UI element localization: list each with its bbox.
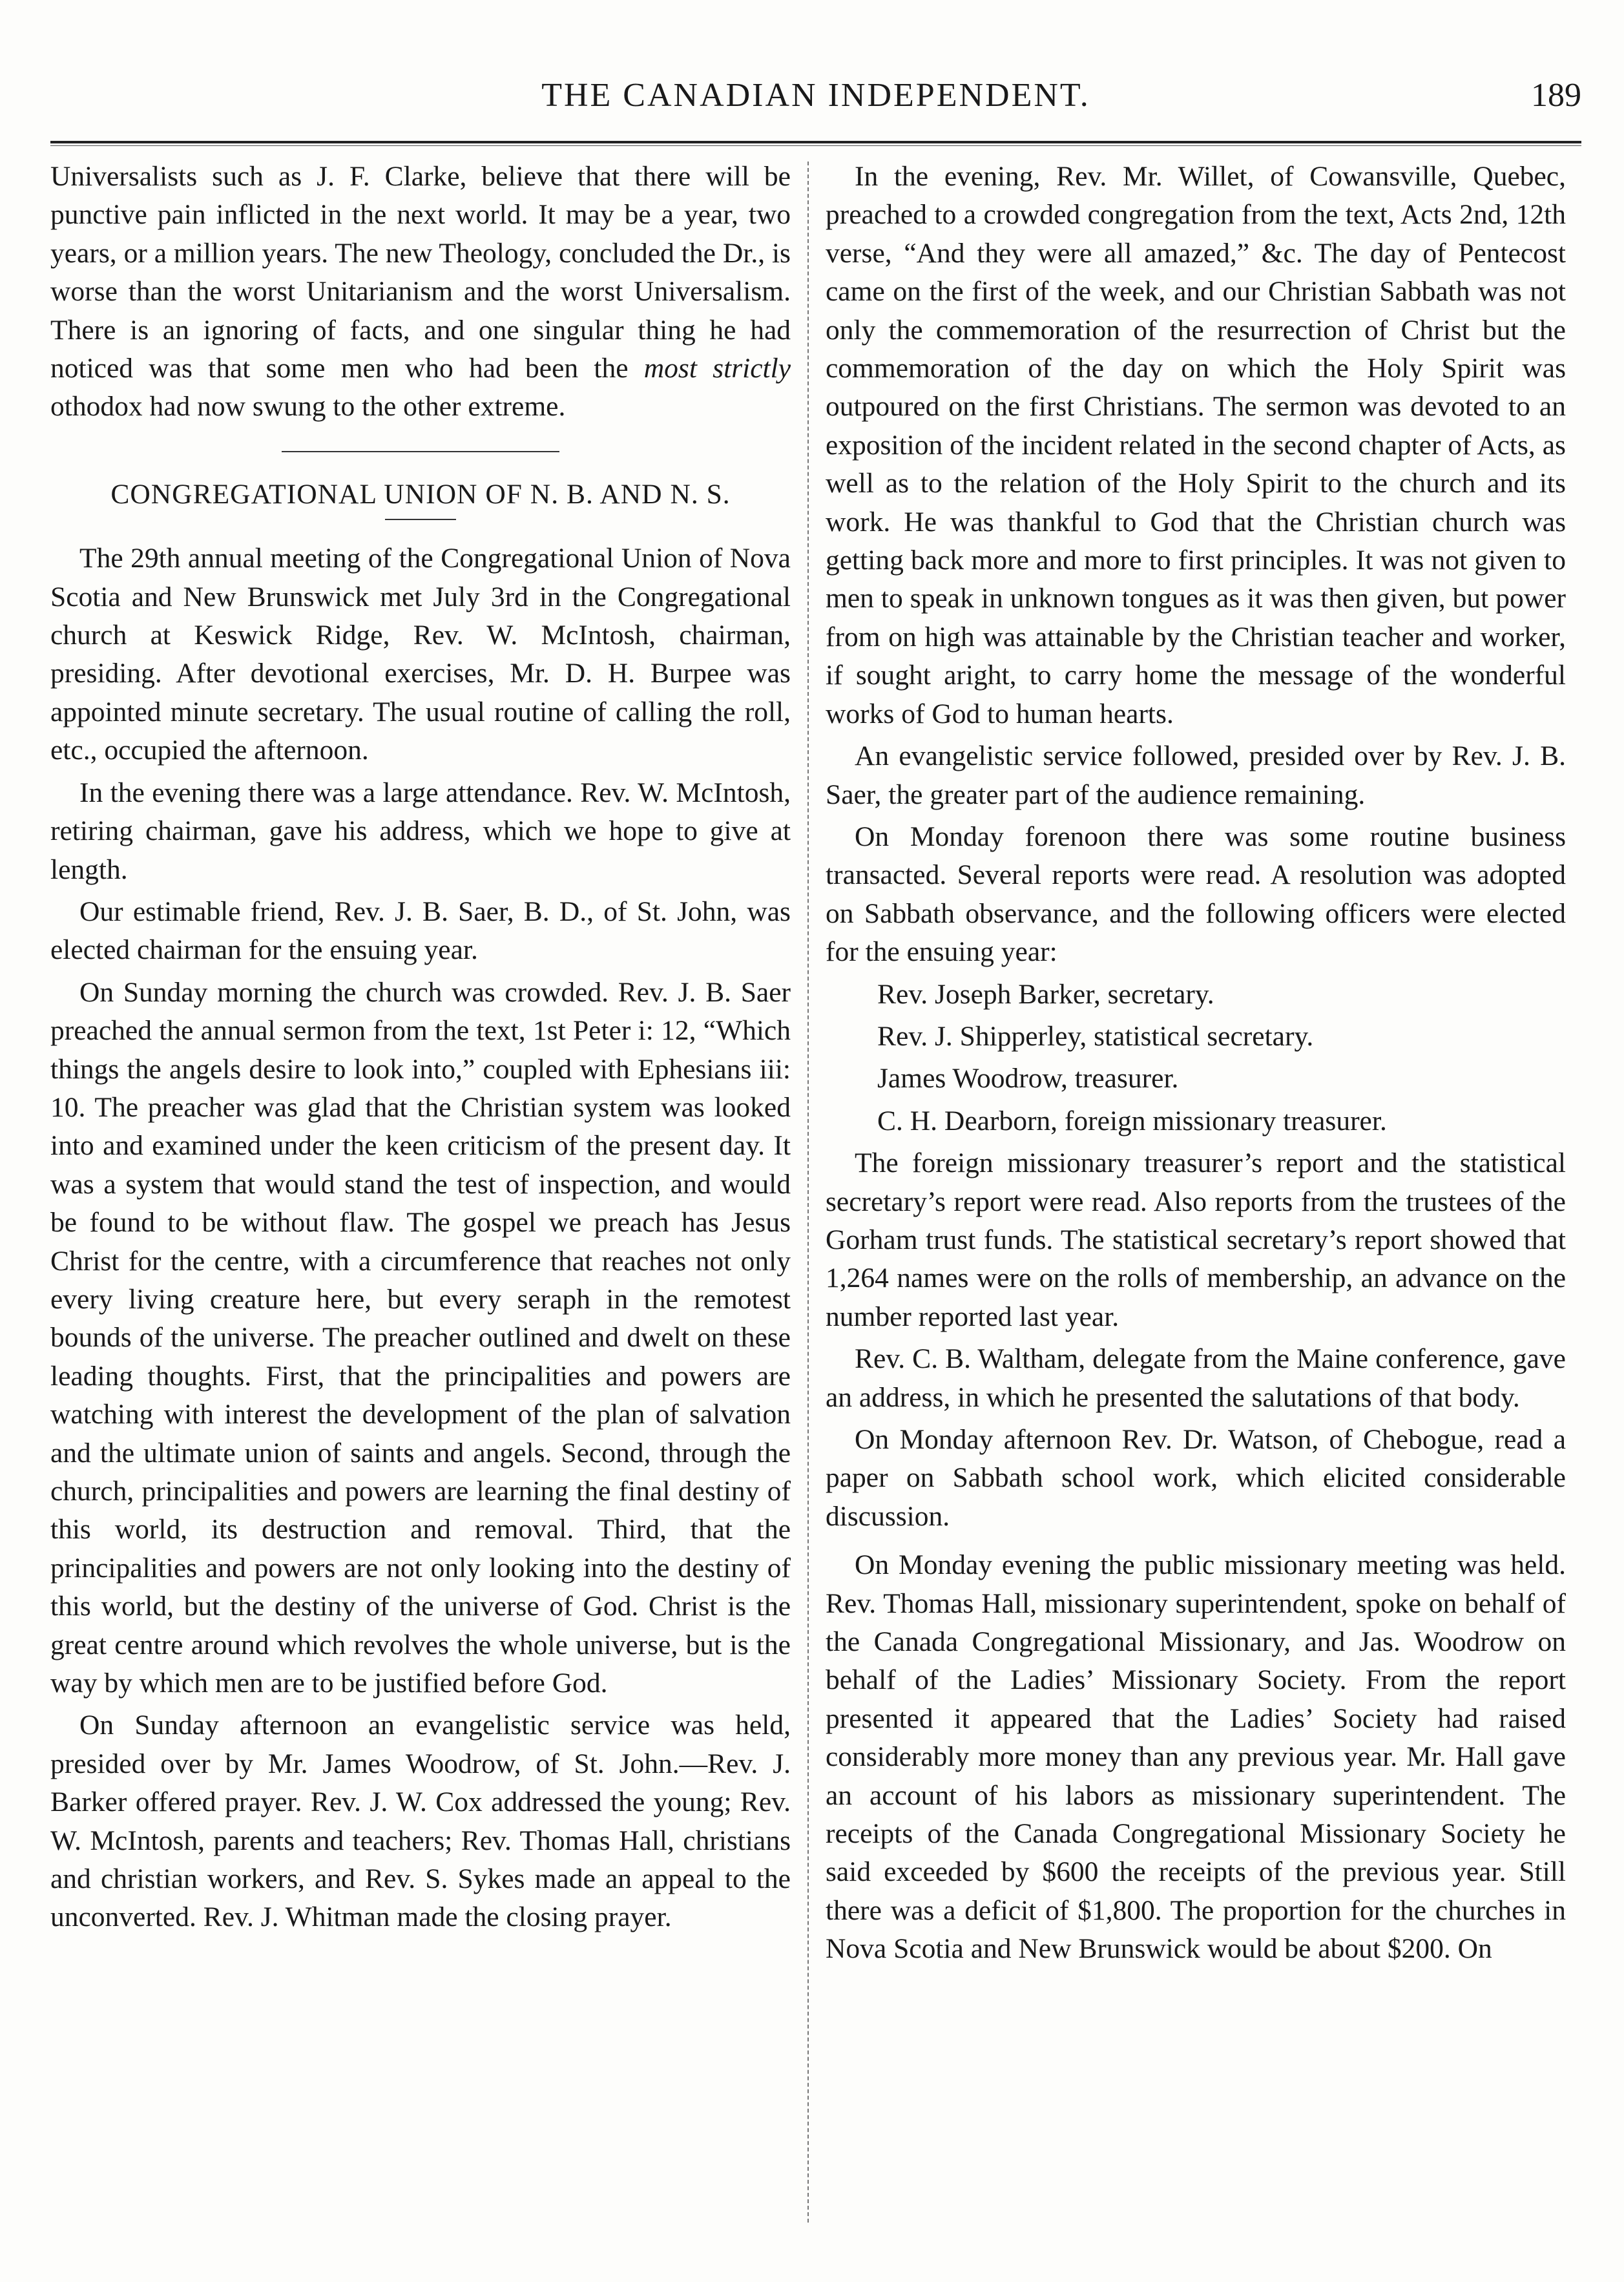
paragraph [50,158,791,426]
right-column [826,158,1566,2225]
paragraph: On Sunday afternoon an evangelistic service was held, presided over by Mr. James Woodrow, of St. John.—Rev. J. Barker offered prayer. Rev. J. W. Cox addressed the young; Rev. W. McIntosh, parents and teachers; Rev. Thomas Hall, christians and christian workers, and Rev. S. Sykes made an appeal to the unconverted. Rev. J. Whitman made the closing prayer. [50,1710,791,1933]
column-divider [807,162,809,2223]
paragraph: The 29th annual meeting of the Congregational Union of Nova Scotia and New Brunswick met July 3rd in the Congregational church at Keswick Ridge, Rev. W. McIntosh, chairman, presiding. After devotional exercises, Mr. D. H. Burpee was appointed minute secretary. The usual routine of calling the roll, etc., occupied the afternoon. [50,543,791,766]
paragraph: On Monday evening the public missionary meeting was held. Rev. Thomas Hall, missionary superintendent, spoke on behalf of the Canada Congregational Missionary, and Jas. Woodrow on behalf of the Ladies’ Missionary Society. From the report presented it appeared that the Ladies’ Society had raised considerably more money than any previous year. Mr. Hall gave an account of his labors as missionary superintendent. The receipts of the Canada Congregational Missionary Society he said exceeded by $600 the receipts of the previous year. Still there was a deficit of $1,800. The proportion for the churches in Nova Scotia and New Brunswick would be about $200. On [826,1549,1566,1965]
paragraph: Our estimable friend, Rev. J. B. Saer, B. D., of St. John, was elected chairman for the ensuing year. [50,895,791,966]
emphasis-text: most strictly [643,353,791,384]
header-rule [50,141,1581,146]
officer-list-item: Rev. Joseph Barker, secretary. [877,978,1214,1010]
section-divider [282,451,559,452]
paragraph: An evangelistic service followed, presided over by Rev. J. B. Saer, the greater part of the audience remaining. [826,740,1566,810]
paragraph: The foreign missionary treasurer’s report and the statistical secretary’s report were read. Also reports from the trustees of the Gorham trust funds. The statistical secretary’s report showed that 1,264 names were on the rolls of membership, an advance on the number reported last year. [826,1147,1566,1332]
page-number: 189 [1531,77,1581,114]
paragraph: On Monday forenoon there was some routine business transacted. Several reports were read. A resolution was adopted on Sabbath observance, and the following officers were elected for the ensuing year: [826,821,1566,968]
paragraph: On Monday afternoon Rev. Dr. Watson, of Chebogue, read a paper on Sabbath school work, which elicited considerable discussion. [826,1424,1566,1532]
left-column [50,158,791,2225]
text-run: Universalists such as J. F. Clarke, believe that there will be punctive pain inflicted in the next world. It may be a year, two years, or a million years. The new Theology, concluded the Dr., is worse than the worst Unitarianism and the worst Universalism. There is an ignoring of facts, and one singular thing he had noticed was that some men who had been the [50,161,791,384]
officer-list-item: C. H. Dearborn, foreign missionary treasurer. [877,1105,1387,1136]
paragraph: On Sunday morning the church was crowded. Rev. J. B. Saer preached the annual sermon from the text, 1st Peter i: 12, “Which things the angels desire to look into,” coupled with Ephesians iii: 10. The preacher was glad that the Christian system was looked into and examined under the keen criticism of the present day. It was a system that would stand the test of inspection, and would be found to be without flaw. The gospel we preach has Jesus Christ for the centre, with a circumference that reaches not only every living creature here, but every seraph in the remotest bounds of the universe. The preacher outlined and dwelt on these leading thoughts. First, that the principalities and powers are watching with interest the development of the plan of salvation and the ultimate union of saints and angels. Second, through the church, principalities and powers are learning the final destiny of this world, its destruction and removal. Third, that the principalities and powers are not only looking into the destiny of this world, but the destiny of the universe of God. Christ is the great centre around which revolves the whole universe, but is the way by which men are to be justified before God. [50,976,791,1699]
journal-title: THE CANADIAN INDEPENDENT. [541,77,1090,114]
section-heading: CONGREGATIONAL UNION OF N. B. AND N. S. [110,478,731,510]
page-header [50,70,1581,121]
paragraph: In the evening, Rev. Mr. Willet, of Cowansville, Quebec, preached to a crowded congregation from the text, Acts 2nd, 12th verse, “And they were all amazed,” &c. The day of Pentecost came on the first of the week, and our Christian Sabbath was not only the commemoration of the resurrection of Christ but the commemoration of the day on which the Holy Spirit was outpoured on the first Christians. The sermon was devoted to an exposition of the incident related in the second chapter of Acts, as well as to the relation of the Holy Spirit to the church and its work. He was thankful to God that the Christian church was getting back more and more to first principles. It was not given to men to speak in unknown tongues as it was then given, but power from on high was attainable by the Christian teacher and worker, if sought aright, to carry home the message of the wonderful works of God to human hearts. [826,161,1566,729]
heading-rule [385,519,456,520]
officer-list-item: James Woodrow, treasurer. [877,1063,1179,1094]
officer-list-item: Rev. J. Shipperley, statistical secretary. [877,1020,1314,1052]
paragraph: Rev. C. B. Waltham, delegate from the Maine conference, gave an address, in which he presented the salutations of that body. [826,1343,1566,1413]
paragraph: In the evening there was a large attendance. Rev. W. McIntosh, retiring chairman, gave his address, which we hope to give at length. [50,777,791,885]
text-run: othodox had now swung to the other extreme. [50,391,566,423]
